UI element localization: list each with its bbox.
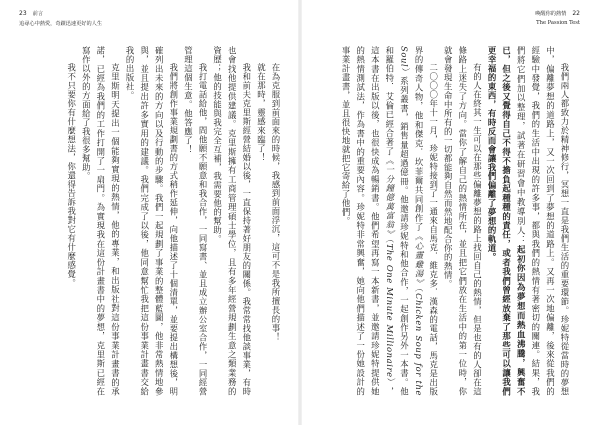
paragraph: 我們將創作事業規劃書的方式稍作延伸，向他描述了十個清單，並要提出構想後，明確列出未來的方向以及行動的步驟。我們一起規劃了事業的整體藍圖，他非常熱情地參與，並且提出許多實用的建議。我們完成了以後，他同意幫忙我把這份事業計畫書交給我的出版社。 <box>125 46 179 396</box>
right-header-title: 喚醒你的熱情 <box>535 11 567 17</box>
right-page <box>300 0 600 425</box>
right-page-number: 22 <box>572 10 580 17</box>
paragraph <box>339 46 441 396</box>
left-body-text <box>66 46 283 396</box>
left-running-header <box>19 10 43 18</box>
paragraph: 有的人在終其一生可以在那些偏離夢想的路上找回自己的熱情，但是也有的人卻在這條路上迷失了方向。當你了解自己的熱情所在，並且把它們放在生活中的第一位時，你就會發現生命中所有的一切都能夠自然而然地配合你的熱情。 <box>443 46 483 396</box>
paragraph-text: 我們兩人都致力於精神修行，冥想一直是我們生活的重要環節。珍妮特從當時的夢想中，偏離夢想的道路上，又一次回到了夢想的道路上。又再一次地偏離，後來從我們的經驗中發覺，我們的生活中出現的許多事，都與我們的熱情有著密切的關連。結果，我們將它們加以整理，試著在研習會中教導別人： <box>516 46 570 396</box>
paragraph-text: 二〇〇〇年十一月，珍妮特接到了一通來自馬克．維克多．漢森的電話，馬克是出版界的傳奇人物，他和傑克．坎菲爾共同創作了 <box>414 46 439 396</box>
paragraph: 我和前夫克里斯經營結婚以後，一直保持著好朋友的關係。我常常找他談事業，有時也會找他提供建議。克里斯擁有工商管理碩士學位，且有多年經營規劃生意之類業務的資歷；他的技能與我完全互補，我需要他的幫助。 <box>212 46 252 396</box>
right-body-text <box>310 46 572 396</box>
paragraph-text: 系列叢書，銷售量超過億冊。他邀請珍妮特和他合作，一起創作另外一本書。他和羅伯特．艾倫已經合著了 <box>384 46 410 396</box>
bold-emphasis: 起初你因為夢想而熱血沸騰，興奮不已，但之後又覺得自己不得不擔負起種種的責任，或者我們曾經放棄了那些可以讓我們更幸福的東西，有時反而會讓我們偏離了夢想的軌道。 <box>487 46 527 396</box>
paragraph-text: ，這本書在出版以後，也很快成為暢銷書。他們希望再寫一本新書，並邀請珍妮特提供她的熱情測試法，作為書中的重要內容。珍妮特非常興奮，她向他們描述了一份她設計的事業計畫書，並且很快地就把它寄給了他們。 <box>341 46 395 396</box>
left-header-subtitle: 追尋心中熱愛，奇蹟迅速更好的人生 <box>19 21 103 27</box>
paragraph: 在為克服到前面來的時候，我感到前面浮沉，這可不是我所擅長的事！ <box>271 62 281 342</box>
right-header-subtitle: The Passion Test <box>536 20 580 26</box>
book-title: 《一分鐘億萬富翁》（The One Minute Millionaire） <box>384 156 395 387</box>
paragraph: 克里斯明天提出一個能夠實現的熱情，他的專業，和出版社對這份事業計畫書的承諾，已經為我們的工作打開了一扇門。為實現我在這份計畫書中的夢想，克里斯已經在寫作以外的方面給了我很多幫助。 <box>81 46 121 396</box>
book-title: 《心靈雞湯》（Chicken Soup for the Soul） <box>399 46 425 396</box>
paragraph: 就在那時，靈感來臨了！ <box>256 62 267 162</box>
right-running-header <box>535 10 580 18</box>
paragraph <box>484 46 572 396</box>
left-page-number: 23 <box>19 10 27 17</box>
paragraph: 我不只要你有什麼想法，你還得告訴我對它有什麼感覺。 <box>66 62 77 288</box>
left-header-title: 前言 <box>32 11 44 17</box>
paragraph: 我打電話給他，問他願不願意和我合作，一同寫書、並且成立辦公室合作，一同經營管理這個生意。他答應了！ <box>183 46 209 396</box>
